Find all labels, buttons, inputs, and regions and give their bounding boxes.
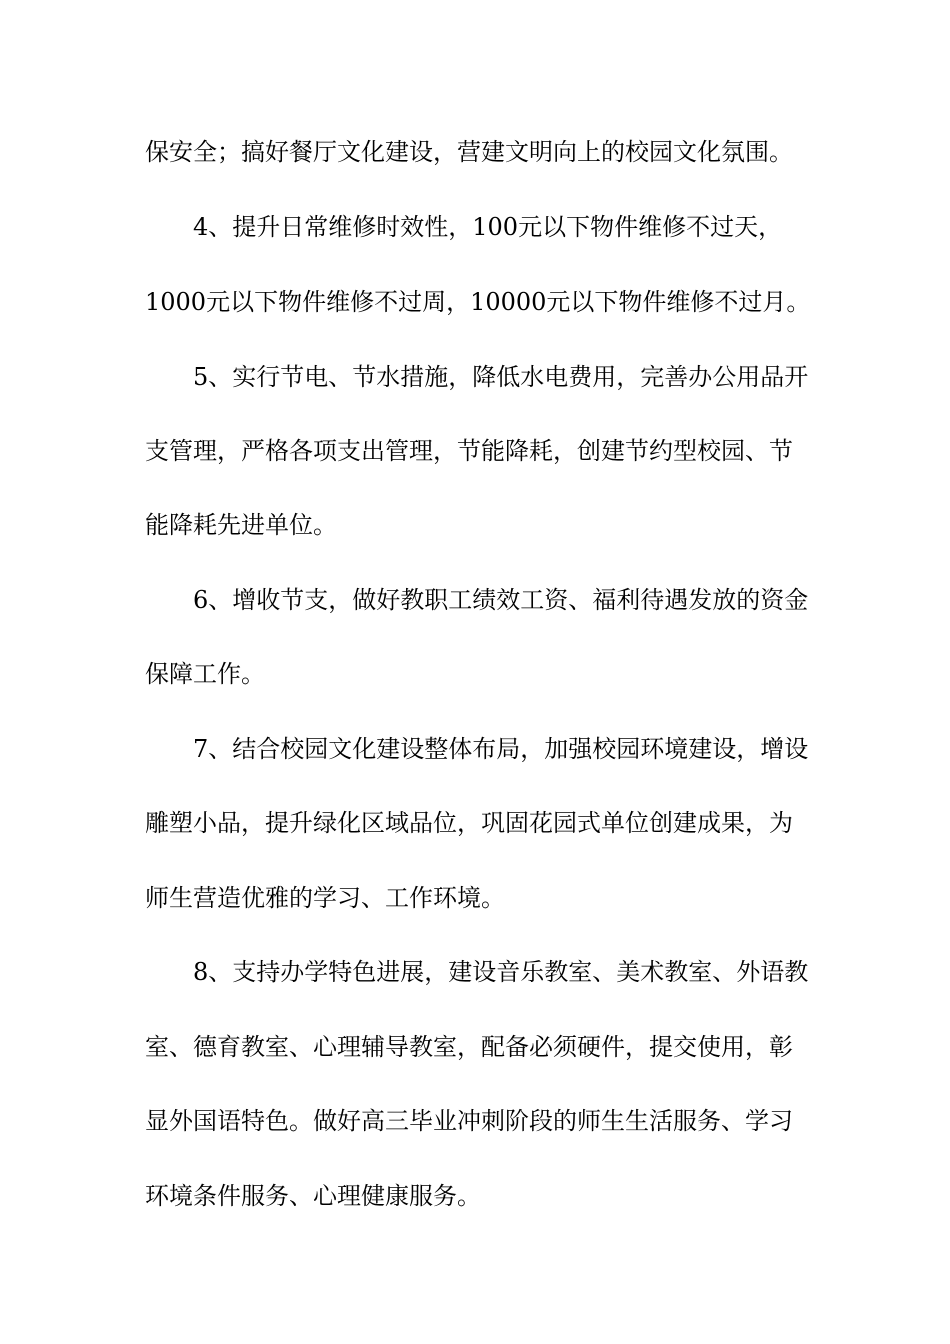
text-line-1: 保安全；搞好餐厅文化建设，营建文明向上的校园文化氛围。: [145, 138, 793, 166]
text-line-12: 8、支持办学特色进展，建设音乐教室、美术教室、外语教: [193, 958, 809, 986]
text-line-8: 保障工作。: [145, 660, 265, 688]
text-line-3: 1000元以下物件维修不过周，10000元以下物件维修不过月。: [145, 288, 811, 316]
text-line-7: 6、增收节支，做好教职工绩效工资、福利待遇发放的资金: [193, 586, 809, 614]
text-line-6: 能降耗先进单位。: [145, 511, 337, 539]
text-line-5: 支管理，严格各项支出管理，节能降耗，创建节约型校园、节: [145, 437, 793, 465]
text-line-10: 雕塑小品，提升绿化区域品位，巩固花园式单位创建成果，为: [145, 809, 793, 837]
text-line-9: 7、结合校园文化建设整体布局，加强校园环境建设，增设: [193, 735, 809, 763]
text-line-11: 师生营造优雅的学习、工作环境。: [145, 884, 505, 912]
text-line-4: 5、实行节电、节水措施，降低水电费用，完善办公用品开: [193, 363, 809, 391]
text-line-15: 环境条件服务、心理健康服务。: [145, 1182, 481, 1210]
text-line-14: 显外国语特色。做好高三毕业冲刺阶段的师生生活服务、学习: [145, 1107, 793, 1135]
text-line-2: 4、提升日常维修时效性，100元以下物件维修不过天，: [193, 213, 783, 241]
text-line-13: 室、德育教室、心理辅导教室，配备必须硬件，提交使用，彰: [145, 1033, 793, 1061]
